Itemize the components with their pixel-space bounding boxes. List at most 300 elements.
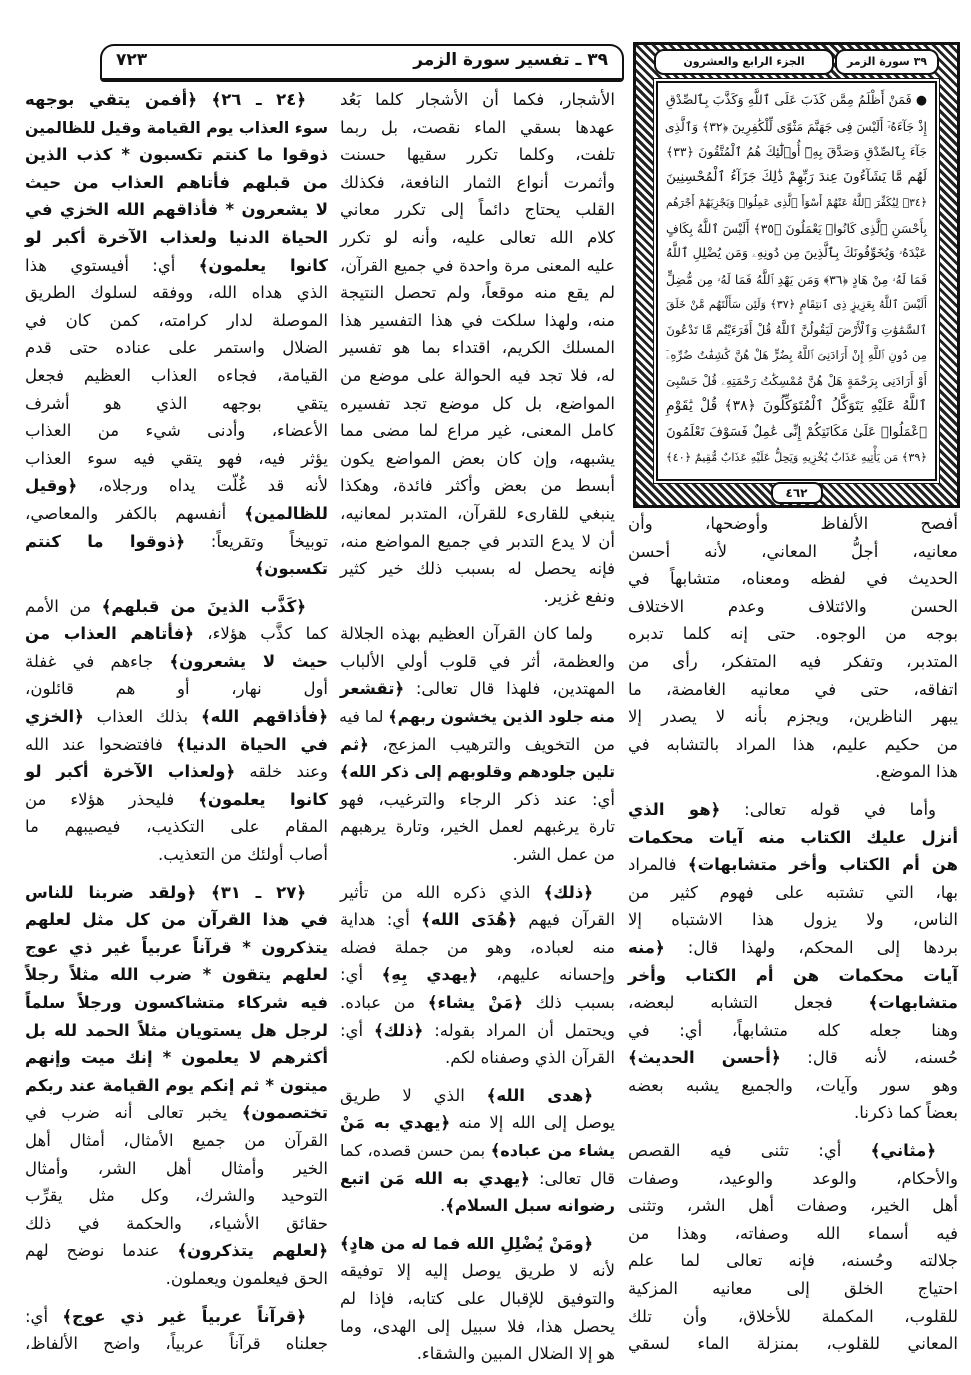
quran-text-box — [633, 42, 960, 508]
text-line — [628, 1220, 958, 1248]
text-line — [340, 989, 615, 1017]
text-span: الأشجار، فكما أن الأشجار كلما بَعُد — [340, 90, 615, 109]
text-line — [628, 1072, 958, 1100]
text-span: هذا الموضع. — [875, 762, 958, 782]
quran-line: ٱعْمَلُوا۟ عَلَىٰ مَكَانَتِكُمْ إِنِّى عَٰمِلٌ فَسَوْفَ تَعْلَمُونَ — [666, 424, 927, 440]
text-span: والتوفيق للإقبال على كتابه، فإذا لم — [340, 1288, 615, 1308]
text-line — [25, 841, 328, 869]
quran-quote: لرجل هل يستويان مثلاً الحمد لله بل — [25, 1020, 328, 1040]
text-span: أهل الخير، وصفات أهل الشر، وتثنى — [628, 1196, 958, 1216]
text-span: القرآن فيهم — [517, 910, 615, 930]
text-span: ونفع غزير. — [543, 586, 615, 606]
page-number: ٧٢٣ — [116, 50, 148, 70]
text-line — [340, 86, 615, 114]
quran-quote: ﴿ذلك﴾ — [543, 882, 593, 902]
text-line — [25, 141, 328, 169]
text-line — [628, 824, 958, 852]
text-line — [628, 879, 958, 907]
quran-quote: في هذا القرآن من كل مثل لعلهم — [25, 910, 328, 930]
quran-quote: ﴿ومَنْ يُضْلِلِ الله فما له من هادٍ﴾ — [340, 1233, 593, 1253]
quran-quote: ﴿٢٧ ـ ٣١﴾ ﴿ولقد ضربنا للناس — [25, 882, 306, 902]
text-line — [25, 196, 328, 224]
text-line — [25, 445, 328, 473]
text-line — [25, 334, 328, 362]
text-line — [25, 758, 328, 786]
quran-quote: ﴿قرآناً عربياً غير ذي عوج﴾ — [62, 1306, 306, 1326]
paragraph — [340, 86, 615, 610]
text-line — [340, 1109, 615, 1137]
text-span: وإحسانه عليهم، — [477, 965, 615, 985]
text-span: عليه المعنى مرة واحدة في جميع القرآن، — [340, 255, 615, 275]
text-span: الحسن والائتلاف وعدم الاختلاف — [628, 596, 958, 616]
text-span: القرآن من جميع الأمثال، أمثال أهل — [25, 1130, 328, 1150]
text-line — [628, 1247, 958, 1275]
text-span: أي: هداية — [340, 910, 422, 930]
text-span: المهتدين، فلهذا قال تعالى: — [404, 679, 615, 699]
text-span: تلفت، وكلما تكرر سقيها حسنت — [340, 145, 615, 165]
text-span: منه لعباده، وهو من جملة فضله — [340, 937, 615, 957]
text-span: عندما نوضح لهم — [25, 1241, 178, 1261]
text-span: فالمراد — [628, 855, 688, 875]
quran-quote: ﴿هو الذي — [628, 799, 721, 819]
text-span: الموصلة لدار كرامته، كمن كان في — [25, 310, 328, 330]
text-line — [628, 1192, 958, 1220]
text-line — [628, 676, 958, 704]
quran-text-panel — [656, 81, 937, 481]
text-span: بمن حسن قصده، كما — [340, 1140, 491, 1160]
quran-line: إِذْ جَآءَهُۥٓ أَلَيْسَ فِى جَهَنَّمَ مَثْوًى لِّلْكَٰفِرِينَ ﴿٣٢﴾ وَٱلَّذِى — [664, 118, 927, 134]
text-line — [25, 307, 328, 335]
quran-quote: ﴿وقيل — [25, 476, 78, 496]
text-line — [25, 675, 328, 703]
text-span: وهنا جعله كله متشابهاً، أي: في — [628, 1020, 958, 1040]
text-line — [628, 1275, 958, 1303]
text-line — [340, 141, 615, 169]
text-line — [628, 758, 958, 786]
text-line — [628, 851, 958, 879]
quran-quote: ﴿الخزي — [25, 707, 84, 727]
text-span: أي: أفيستوي هذا — [25, 255, 199, 275]
text-line — [340, 675, 615, 703]
mushaf-page-number: ٤٦٢ — [771, 482, 823, 504]
text-span: توبيخاً وتقريعاً: — [185, 531, 328, 551]
text-line — [25, 114, 328, 142]
text-line — [340, 1044, 615, 1072]
quran-quote: ﴿يهدي به الله مَن اتبع — [340, 1168, 530, 1188]
text-line — [25, 1210, 328, 1238]
text-span: من عمل الشر. — [512, 845, 615, 865]
quran-quote: للظالمين﴾ — [244, 503, 328, 523]
quran-line: فَمَا لَهُۥ مِنْ هَادٍ ﴿٣٦﴾ وَمَن يَهْدِ ٱللَّهُ فَمَا لَهُۥ مِن مُّضِلٍّ — [666, 271, 927, 287]
text-span: المواضع، بل كل موضع تجد تفسيره — [340, 393, 615, 413]
text-span: الخير وأمثال أهل الشر، وأمثال — [25, 1158, 328, 1178]
quran-line: بِأَحْسَنِ ٱلَّذِى كَانُوا۟ يَعْمَلُونَ ﴿٣٥﴾ أَلَيْسَ ٱللَّهُ بِكَافٍ — [666, 220, 927, 236]
quran-quote: كانوا يعلمون﴾ — [198, 255, 329, 275]
text-span: من عباده. — [340, 993, 428, 1012]
text-span: لما فيه — [339, 707, 389, 727]
text-line — [25, 1072, 328, 1100]
text-span: الضلال واستمر على عناده حتى قدم — [25, 338, 328, 358]
quran-quote: متشابهات﴾ — [868, 993, 958, 1013]
paragraph — [25, 86, 328, 583]
text-line — [25, 1303, 328, 1331]
quran-line: ٱلسَّمَٰوَٰتِ وَٱلْأَرْضَ لَيَقُولُنَّ ٱللَّهُ قُلْ أَفَرَءَيْتُم مَّا تَدْعُونَ — [666, 322, 927, 337]
quran-quote: تختصمون﴾ — [241, 1103, 328, 1123]
text-span: يوصل إلى الله إلا منه — [450, 1113, 615, 1133]
text-line — [628, 1017, 958, 1045]
text-span: المقام على التكذيب، فيصيبهم ما — [25, 817, 328, 837]
text-line — [628, 1165, 958, 1193]
text-span: بوجه من الوجوه. حتى إنه كلما تدبره — [628, 624, 958, 644]
quran-line: ٱللَّهُ عَلَيْهِ يَتَوَكَّلُ ٱلْمُتَوَكِّلُونَ ﴿٣٨﴾ قُلْ يَٰقَوْمِ — [666, 398, 927, 414]
text-span: التوحيد والشرك، وكل مثل يقرِّب — [25, 1186, 328, 1206]
text-span: جلالته وحُسنه، فإنه تعالى لما علم — [628, 1251, 958, 1271]
quran-quote: آيات محكمات هن أم الكتاب وأخر — [628, 965, 958, 985]
quran-quote: أكثرهم لا يعلمون * إنك ميت وإنهم — [25, 1048, 328, 1068]
paragraph — [628, 1137, 958, 1358]
text-span: بعضاً كما ذكرنا. — [854, 1103, 958, 1123]
quran-quote: الحياة الدنيا ولعذاب الآخرة أكبر لو — [25, 227, 328, 247]
text-line — [340, 786, 615, 814]
text-span: منه، ولهذا سلكت في هذا التفسير هذا — [340, 310, 615, 330]
text-line — [25, 472, 328, 500]
text-line — [340, 1340, 615, 1368]
text-span: المعاني للقلوب، بمنزلة الماء لسقي — [628, 1334, 958, 1354]
paragraph — [340, 620, 615, 868]
text-line — [25, 1017, 328, 1045]
text-span: للقلوب، المكملة للأخلاق، وأن تلك — [628, 1306, 958, 1326]
quran-quote: يشاء من عباده﴾ — [490, 1140, 616, 1160]
text-span: يؤثر فيه، فهو يتقي فيه سوء العذاب — [25, 448, 328, 468]
quran-line: عَبْدَهُۥ وَيُخَوِّفُونَكَ بِٱلَّذِينَ مِن دُونِهِۦ وَمَن يُضْلِلِ ٱللَّهُ — [666, 246, 927, 261]
quran-quote: ﴿ثم — [340, 734, 369, 754]
column-right — [628, 510, 958, 1358]
text-span: لأنه لا طريق يوصل إليه إلا توفيقه — [340, 1261, 615, 1281]
text-span: الناس، ولا يزول هذا الاشتباه إلا — [628, 910, 958, 930]
quran-line: أَوْ أَرَادَنِى بِرَحْمَةٍ هَلْ هُنَّ مُمْسِكَٰتُ رَحْمَتِهِۦ قُلْ حَسْبِىَ — [666, 373, 927, 388]
text-line — [340, 555, 615, 583]
text-line — [340, 1285, 615, 1313]
surah-label: ٣٩ سورة الزمر — [835, 49, 939, 75]
text-line — [340, 445, 615, 473]
text-line — [340, 224, 615, 252]
text-span: والعظمة، أثر في قلوب أولي الألباب — [340, 651, 615, 671]
text-span: من التخويف والترهيب المزعج، — [368, 734, 615, 754]
text-line — [340, 500, 615, 528]
text-span: المتدبر، وتفكر فيه المتفكر، رأى من — [628, 651, 958, 671]
text-line — [340, 472, 615, 500]
text-span: حقائق الأشياء، والحكمة في ذلك — [25, 1213, 328, 1233]
text-line — [340, 1017, 615, 1045]
text-line — [340, 307, 615, 335]
quran-quote: ﴿كَذَّب الذينَ من قبلهم﴾ — [101, 596, 306, 616]
text-line — [25, 252, 328, 280]
text-line — [340, 906, 615, 934]
quran-verses — [666, 88, 927, 471]
text-span: فليحذر هؤلاء من — [25, 789, 199, 809]
text-span: فافتضحوا عند الله — [25, 734, 177, 754]
text-line — [628, 565, 958, 593]
text-span: الحديث في لفظه ومعناه، متشابهاً في — [628, 569, 958, 589]
quran-line: أَلَيْسَ ٱللَّهُ بِعَزِيزٍ ذِى ٱنتِقَامٍ ﴿٣٧﴾ وَلَئِن سَأَلْتَهُم مَّنْ خَلَقَ — [666, 298, 928, 311]
quran-quote: سوء العذاب يوم القيامة وقيل للظالمين — [24, 117, 328, 137]
text-line — [340, 961, 615, 989]
text-line — [340, 1137, 615, 1165]
text-line — [340, 703, 615, 731]
quran-quote: فيه شركاء متشاكسون ورجلاً سلماً — [25, 993, 328, 1012]
text-line — [340, 934, 615, 962]
text-span: جاءهم في غفلة — [25, 651, 170, 671]
text-span: كما كذَّب هؤلاء، — [193, 624, 328, 644]
text-span: يحصل هذا، فلا سبيل إلى الهدى، وما — [340, 1316, 615, 1336]
text-line — [340, 583, 615, 611]
text-span: حُسنه، لأنه قال: — [780, 1048, 958, 1068]
text-line — [628, 510, 958, 538]
quran-quote: ذوقوا ما كنتم تكسبون * كذب الذين — [25, 145, 328, 165]
text-line — [25, 1044, 328, 1072]
text-line — [25, 1330, 328, 1358]
text-line — [25, 934, 328, 962]
text-span: احتياج الخلق إلى معانيه المزكية — [628, 1279, 958, 1299]
text-line — [628, 538, 958, 566]
paragraph — [340, 1230, 615, 1368]
text-line — [340, 390, 615, 418]
text-span: جعلناه قرآناً عربياً، واضح الألفاظ، — [25, 1334, 328, 1354]
text-span: وعند خلقه — [235, 762, 328, 782]
quran-quote: ﴿يهدي بِهِ﴾ — [381, 965, 478, 985]
text-line — [628, 796, 958, 824]
quran-quote: يتذكرون * قرآناً عربياً غير ذي عوج — [25, 937, 328, 957]
text-line — [628, 648, 958, 676]
text-span: بذلك العذاب — [83, 707, 201, 727]
juz-label: الجزء الرابع والعشرون — [654, 49, 834, 75]
text-span: وأما في قوله تعالى: — [720, 799, 936, 819]
text-line — [25, 1237, 328, 1265]
quran-quote: أنزل عليك الكتاب منه آيات محكمات — [628, 827, 958, 847]
text-span: بها، التي تشتبه على فهوم كثير من — [628, 882, 958, 902]
text-line — [340, 196, 615, 224]
paragraph — [25, 593, 328, 869]
text-line — [25, 703, 328, 731]
text-span: كلام الله تعالى عليه، وأنه لو تكرر — [340, 227, 615, 247]
text-span: بردها إلى المحكم، ولهذا قال: — [664, 937, 958, 957]
text-span: القيامة، فجاءه العذاب العظيم فجعل — [25, 365, 328, 385]
quran-quote: ﴿ذوقوا ما كنتم — [25, 531, 186, 551]
text-span: المسلك الكريم، اقتداء بما هو تفسير — [340, 338, 615, 358]
quran-quote: ﴿٢٤ ـ ٢٦﴾ ﴿أفمن يتقي بوجهه — [25, 90, 306, 109]
text-line — [340, 841, 615, 869]
text-line — [340, 362, 615, 390]
text-span: بسبب ذلك — [522, 993, 616, 1012]
text-span: أن لا يدع التدبر في جميع المواضع منه، — [340, 531, 615, 551]
quran-quote: تلين جلودهم وقلوبهم إلى ذكر الله﴾ — [340, 762, 615, 782]
text-span: أي: تثنى فيه القصص — [628, 1141, 871, 1161]
text-span: كامل المعنى، غير مراع لما مضى مما — [340, 421, 615, 441]
chapter-title: ٣٩ ـ تفسير سورة الزمر — [413, 50, 608, 70]
text-line — [340, 417, 615, 445]
quran-quote: حيث لا يشعرون﴾ — [169, 651, 328, 671]
text-span: عهدها بسقي الماء نقصت، بل ربما — [340, 117, 615, 137]
text-line — [628, 1044, 958, 1072]
text-line — [25, 417, 328, 445]
text-line — [628, 1099, 958, 1127]
text-line — [25, 648, 328, 676]
text-line — [25, 731, 328, 759]
quran-line: لَهُم مَّا يَشَآءُونَ عِندَ رَبِّهِمْ ذَٰلِكَ جَزَآءُ ٱلْمُحْسِنِينَ — [666, 168, 927, 185]
text-line — [340, 114, 615, 142]
text-line — [340, 879, 615, 907]
text-span: من حكيم عليم، هذا المراد بالتشابه في — [628, 734, 958, 754]
text-span: تارة يرغبهم لعمل الخير، وتارة يرهبهم — [340, 817, 615, 837]
text-line — [25, 500, 328, 528]
text-span: القرآن الذي وصفناه لكم. — [444, 1048, 615, 1068]
text-line — [25, 879, 328, 907]
text-line — [25, 390, 328, 418]
running-header — [100, 44, 624, 82]
text-line — [25, 989, 328, 1017]
text-line — [25, 169, 328, 197]
text-span: . — [439, 1196, 446, 1216]
quran-quote: ﴿ذلك﴾ — [373, 1020, 424, 1040]
quran-quote: لا يشعرون * فأذاقهم الله الخزي في — [25, 200, 328, 220]
text-line — [340, 334, 615, 362]
quran-quote: لعلهم يتقون * ضرب الله مثلاً رجلاً — [25, 965, 328, 985]
text-span: الحق فيعلمون ويعملون. — [165, 1268, 328, 1288]
quran-line: جَآءَ بِٱلصِّدْقِ وَصَدَّقَ بِهِۦٓ أُو۟لَٰٓئِكَ هُمُ ٱلْمُتَّقُونَ ﴿٣٣﴾ — [666, 144, 927, 159]
text-line — [25, 1182, 328, 1210]
text-line — [628, 989, 958, 1017]
text-line — [25, 224, 328, 252]
text-span: الذي هداه الله، ووفقه لسلوك الطريق — [25, 283, 328, 303]
text-span: معانيه، أجلُّ المعاني، لأنه أحسن — [628, 541, 958, 561]
text-span: القلب يحتاج دائماً إلى تكرر معاني — [340, 200, 615, 220]
quran-quote: ميتون * ثم إنكم يوم القيامة عند ربكم — [25, 1075, 328, 1095]
text-span: يتقي بوجهه الذي هو أشرف — [25, 393, 328, 413]
text-span: أول نهار، أو هم قائلون، — [25, 679, 328, 699]
quran-line: ﴿٣٤﴾ لِيُكَفِّرَ ٱللَّهُ عَنْهُمْ أَسْوَأَ ٱلَّذِى عَمِلُوا۟ وَيَجْزِيَهُمْ أَجْرَهُم — [666, 196, 927, 209]
quran-quote: ﴿هُدَى الله﴾ — [421, 910, 518, 930]
text-span: فإنه يحصل له بسبب ذلك خير كثير — [340, 559, 615, 579]
text-line — [25, 86, 328, 114]
text-line — [25, 906, 328, 934]
text-line — [25, 362, 328, 390]
quran-quote: رضوانه سبل السلام﴾ — [445, 1196, 615, 1216]
text-line — [340, 813, 615, 841]
text-line — [25, 620, 328, 648]
text-span: أي: — [25, 1306, 63, 1326]
text-span: أي: — [340, 965, 382, 985]
text-line — [340, 620, 615, 648]
quran-quote: ﴿تقشعر — [340, 679, 405, 699]
text-line — [628, 593, 958, 621]
text-span: يبهر الناظرين، ويجزم بأنه لا يصدر إلا — [628, 707, 958, 727]
text-span: الذي ذكره الله من تأثير — [340, 882, 544, 902]
text-span: فجعل التشابه لبعضه، — [628, 993, 869, 1013]
text-span: أنفسهم بالكفر والمعاصي، — [25, 503, 245, 523]
paragraph — [628, 796, 958, 1127]
quran-quote: ﴿هدى الله﴾ — [486, 1085, 593, 1105]
paragraph — [25, 879, 328, 1293]
text-span: الذي لا طريق — [340, 1085, 487, 1105]
text-line — [628, 1303, 958, 1331]
text-line — [340, 731, 615, 759]
text-line — [340, 279, 615, 307]
text-span: ولما كان القرآن العظيم بهذه الجلالة — [340, 624, 593, 644]
text-line — [628, 620, 958, 648]
text-span: له، فلا تجد فيه الحوالة على موضع من — [340, 365, 615, 385]
text-line — [25, 1099, 328, 1127]
text-line — [340, 758, 615, 786]
text-span: ينبغي للقارىء للقرآن، المتدبر لمعانيه، — [340, 503, 615, 523]
text-span: أصاب أولئك من التعذيب. — [157, 845, 328, 865]
text-line — [25, 279, 328, 307]
quran-quote: في الحياة الدنيا﴾ — [176, 734, 328, 754]
quran-quote: تكسبون﴾ — [254, 559, 328, 579]
text-span: لأنه قد غُلّت يداه ورجلاه، — [77, 476, 328, 496]
quran-quote: ﴿أحسن الحديث﴾ — [628, 1048, 781, 1068]
quran-quote: من قبلهم فأتاهم العذاب من حيث — [25, 172, 328, 192]
text-line — [340, 252, 615, 280]
text-line — [25, 961, 328, 989]
text-line — [340, 169, 615, 197]
text-line — [340, 1230, 615, 1258]
quran-line: مِن دُونِ ٱللَّهِ إِنْ أَرَادَنِىَ ٱللَّهُ بِضُرٍّ هَلْ هُنَّ كَٰشِفَٰتُ ضُرِّهِۦٓ — [666, 348, 927, 362]
quran-quote: ﴿مَنْ يشاء﴾ — [427, 993, 523, 1012]
text-line — [628, 934, 958, 962]
text-line — [628, 1330, 958, 1358]
text-line — [25, 555, 328, 583]
quran-line: ● فَمَنْ أَظْلَمُ مِمَّن كَذَبَ عَلَى ٱللَّهِ وَكَذَّبَ بِٱلصِّدْقِ — [665, 93, 927, 108]
quran-quote: هن أم الكتاب وأخر متشابهات﴾ — [687, 855, 958, 875]
paragraph — [340, 1082, 615, 1220]
text-span: ويحتمل أن المراد بقوله: — [423, 1020, 615, 1040]
text-span: الأعضاء، وأدنى شيء من العذاب — [25, 421, 328, 441]
text-line — [25, 593, 328, 621]
text-line — [340, 648, 615, 676]
text-line — [25, 813, 328, 841]
text-span: أبسط من بعض وأكثر فائدة، وهكذا — [340, 476, 615, 496]
text-span: اتفاقه، حتى في معانيه الغامضة، ما — [628, 679, 958, 699]
text-span: أي: — [340, 1020, 374, 1040]
quran-quote: ﴿فأتاهم العذاب من — [25, 624, 194, 644]
text-line — [25, 1155, 328, 1183]
text-line — [628, 906, 958, 934]
quran-quote: كانوا يعلمون﴾ — [198, 789, 329, 809]
text-line — [340, 1313, 615, 1341]
quran-quote: منه جلود الذين يخشون ربهم﴾ — [388, 707, 615, 727]
text-span: والأحكام، والوعد والوعيد، وصفات — [628, 1168, 958, 1188]
paragraph — [25, 1303, 328, 1358]
quran-quote: ﴿يهدي به مَنْ — [340, 1113, 451, 1133]
text-span: أي: عند ذكر الرجاء والترغيب، فهو — [340, 789, 615, 809]
paragraph — [340, 879, 615, 1072]
text-span: قال تعالى: — [529, 1168, 615, 1188]
text-span: وهو سور وآيات، والجميع يشبه بعضه — [628, 1075, 958, 1095]
text-line — [25, 1265, 328, 1293]
quran-quote: ﴿فأذاقهم الله﴾ — [200, 707, 328, 727]
text-span: فيه أسماء الله وصفاته، وهذا من — [628, 1223, 958, 1243]
text-line — [340, 1082, 615, 1110]
text-span: من الأمم — [25, 596, 102, 616]
text-line — [628, 703, 958, 731]
paragraph — [628, 510, 958, 786]
text-span: هو إلا الضلال المبين والشقاء. — [416, 1344, 615, 1364]
text-span: يخبر تعالى أنه ضرب في — [25, 1103, 242, 1123]
quran-quote: ﴿لعلهم يتذكرون﴾ — [177, 1241, 328, 1261]
column-middle — [340, 86, 615, 1368]
column-left — [25, 86, 328, 1358]
text-line — [340, 528, 615, 556]
